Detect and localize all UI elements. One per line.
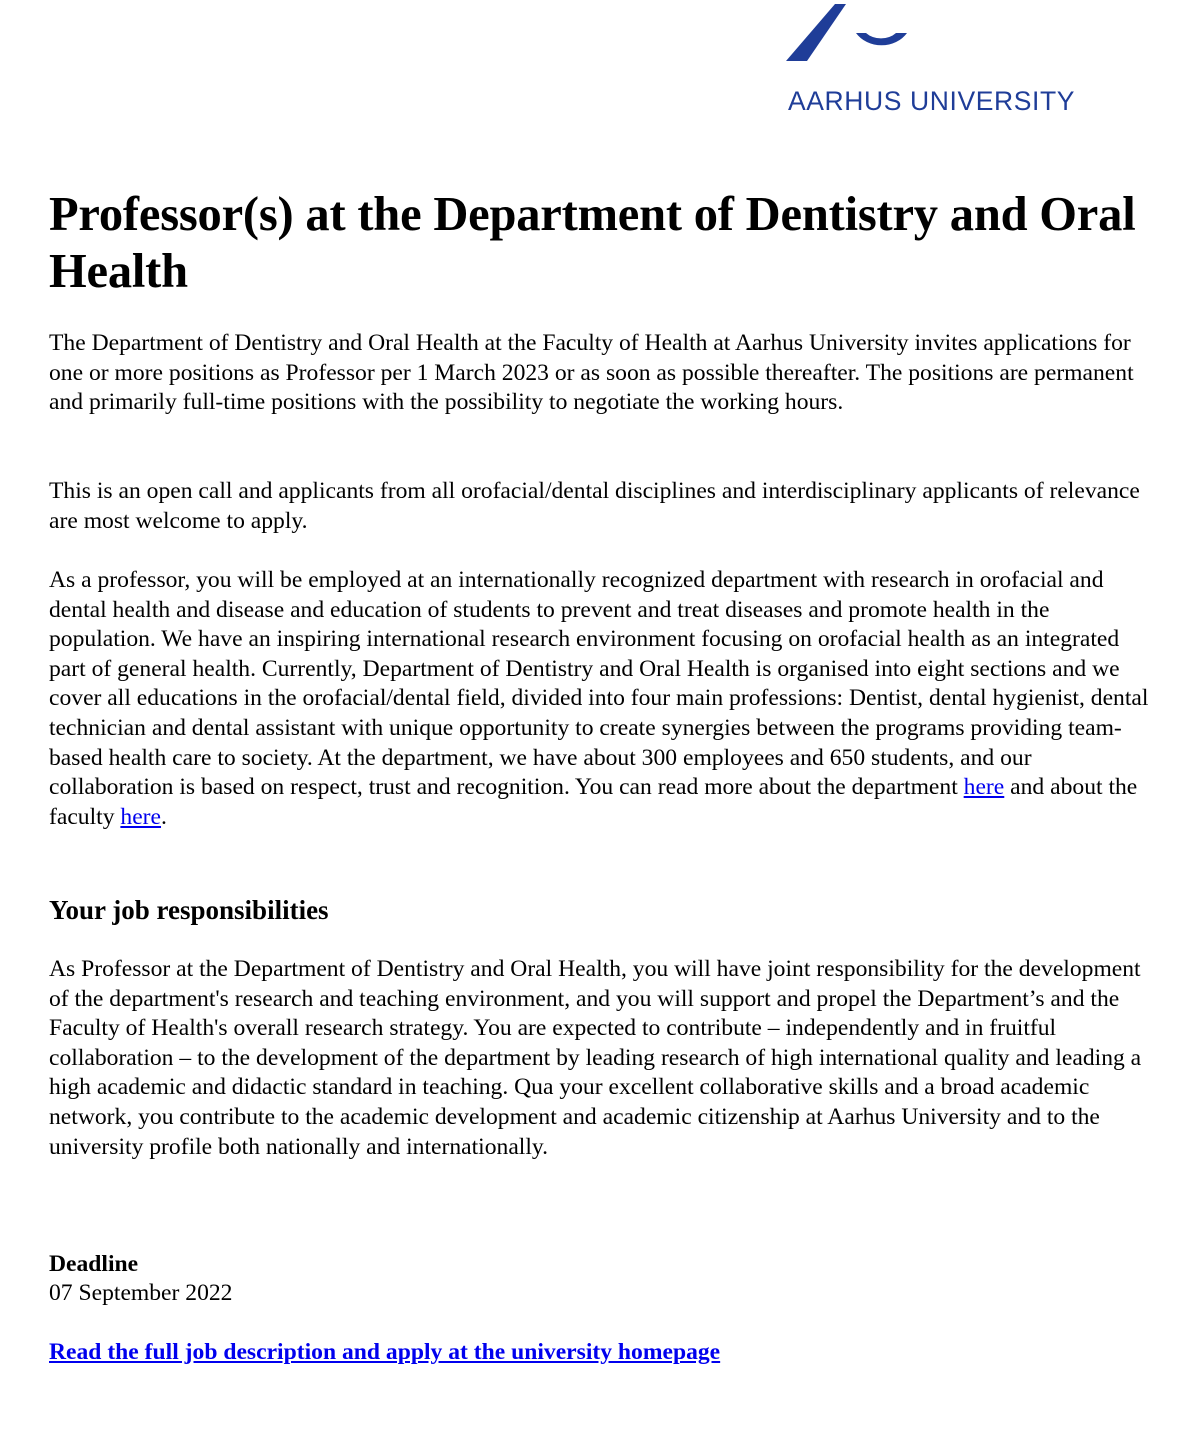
apply-link[interactable]: Read the full job description and apply at the university homepage [49, 1339, 721, 1365]
job-posting [49, 186, 1169, 1365]
deadline-label: Deadline [49, 1251, 139, 1277]
page-title: Professor(s) at the Department of Dentistry and Oral Health [49, 188, 1136, 298]
aarhus-university-logo [786, 0, 1086, 120]
about-paragraph [49, 566, 1149, 832]
about-middle-text: and about the faculty [49, 774, 1138, 830]
about-end-text: . [161, 803, 167, 830]
responsibilities-paragraph: As Professor at the Department of Dentistry and Oral Health, you will have joint responsibility for the development of the department's research and teaching environment, and you will support and propel the Department’s and the Faculty of Health's overall research strategy. You are expected to contribute – independently and in fruitful collaboration – to the development of the department by leading research of high international quality and leading a high academic and didactic standard in teaching. Qua your excellent collaborative skills and a broad academic network, you contribute to the academic development and academic citizenship at Aarhus University and to the university profile both nationally and internationally. [49, 956, 1142, 1160]
responsibilities-heading: Your job responsibilities [49, 895, 329, 925]
department-link[interactable]: here [963, 774, 1005, 801]
au-seal-icon [786, 0, 916, 70]
intro-paragraph: The Department of Dentistry and Oral Health at the Faculty of Health at Aarhus University invites applications for one or more positions as Professor per 1 March 2023 or as soon as possible thereafter. The positions are permanent and primarily full-time positions with the possibility to negotiate the working hours. [49, 330, 1134, 416]
open-call-paragraph: This is an open call and applicants from all orofacial/dental disciplines and interdisciplinary applicants of relevance are most welcome to apply. [49, 478, 1140, 534]
about-text: As a professor, you will be employed at an internationally recognized department with research in orofacial and dental health and disease and education of students to prevent and treat diseases and promote health in the population. We have an inspiring international research environment focusing on orofacial health as an integrated part of general health. Currently, Department of Dentistry and Oral Health is organised into eight sections and we cover all educations in the orofacial/dental field, divided into four main professions: Dentist, dental hygienist, dental technician and dental assistant with unique opportunity to create synergies between the programs providing team-based health care to society. At the department, we have about 300 employees and 650 students, and our collaboration is based on respect, trust and recognition. You can read more about the department [49, 567, 1149, 801]
faculty-link[interactable]: here [120, 803, 162, 830]
deadline-value: 07 September 2022 [49, 1280, 233, 1306]
logo-slash-shape [786, 4, 846, 61]
logo-cup-shape [856, 33, 907, 45]
brand-name: AARHUS UNIVERSITY [788, 86, 1076, 116]
